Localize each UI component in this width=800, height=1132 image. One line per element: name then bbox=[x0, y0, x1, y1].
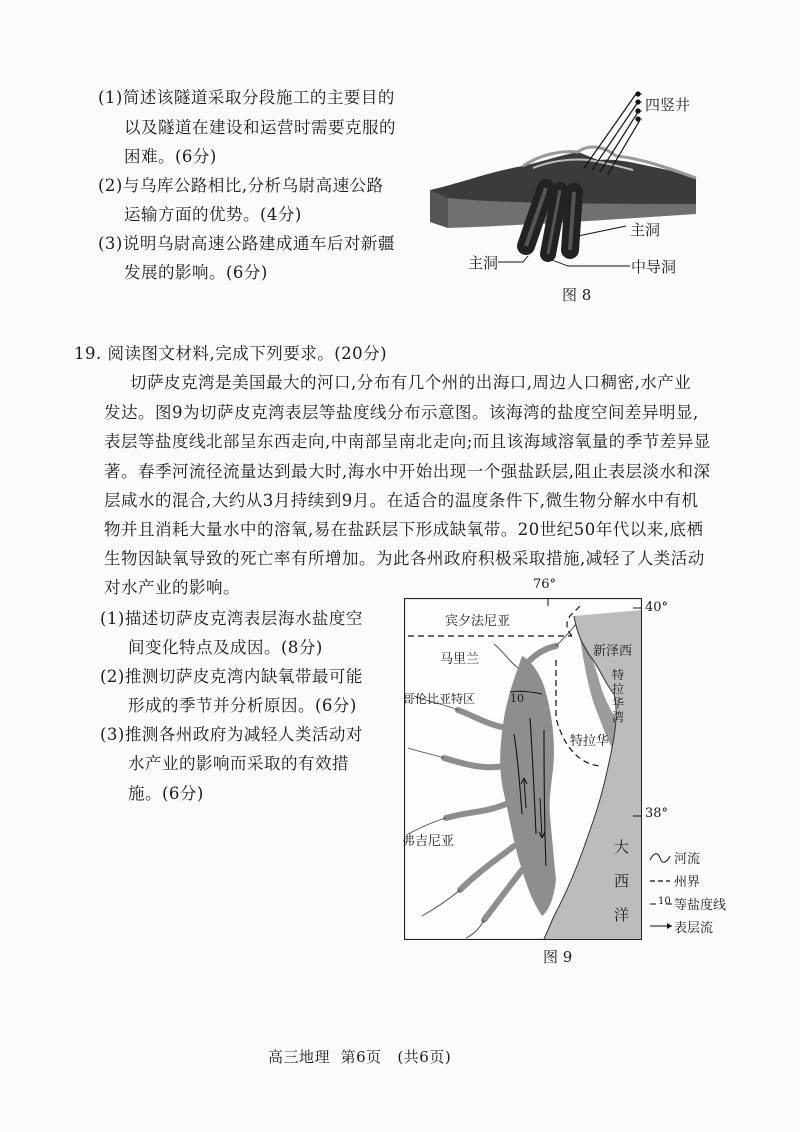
q19-paragraph-line-7: 生物因缺氧导致的死亡率有所增加。为此各州政府积极采取措施,减轻了人类活动 bbox=[104, 549, 705, 568]
legend-isohaline-value: 10 bbox=[658, 896, 671, 907]
label-dc: 哥伦比亚特区 bbox=[403, 692, 476, 706]
longitude-76: 76° bbox=[533, 577, 557, 592]
q19-question-2-line-1: (2)推测切萨皮克湾内缺氧带最可能 bbox=[100, 667, 363, 686]
q19-paragraph-line-1: 切萨皮克湾是美国最大的河口,分布有几个州的出海口,周边人口稠密,水产业 bbox=[130, 373, 692, 392]
legend-border-label: 州界 bbox=[674, 875, 701, 890]
q19-title: 19. 阅读图文材料,完成下列要求。(20分) bbox=[74, 344, 388, 363]
label-four-shafts: 四竖井 bbox=[645, 96, 691, 114]
figure-8-caption: 图 8 bbox=[562, 286, 592, 304]
label-delaware: 特拉华 bbox=[570, 734, 610, 749]
footer bbox=[268, 1046, 451, 1068]
legend-isohaline-label: 等盐度线 bbox=[674, 898, 727, 913]
q19-question-3-line-2: 水产业的影响而采取的有效措 bbox=[128, 754, 349, 773]
q18-item-2-line-1: (2)与乌库公路相比,分析乌尉高速公路 bbox=[98, 176, 384, 195]
figure-9-caption: 图 9 bbox=[543, 948, 573, 966]
footer-total: (共6页) bbox=[397, 1048, 452, 1066]
q19-question-3-line-1: (3)推测各州政府为减轻人类活动对 bbox=[100, 725, 363, 744]
q19-question-3-line-3: 施。(6分) bbox=[128, 784, 204, 803]
q18-item-1-line-3: 困难。(6分) bbox=[124, 147, 217, 166]
label-main-tunnel-right: 主洞 bbox=[630, 221, 661, 239]
q18-item-3-line-1: (3)说明乌尉高速公路建成通车后对新疆 bbox=[98, 234, 395, 253]
legend-symbols bbox=[648, 846, 674, 936]
label-guide-tunnel: 中导洞 bbox=[631, 258, 677, 276]
q19-paragraph-line-5: 层咸水的混合,大约从3月持续到9月。在适合的温度条件下,微生物分解水中有机 bbox=[104, 491, 699, 510]
label-main-tunnel-left: 主洞 bbox=[468, 254, 499, 272]
shaft-leader-lines bbox=[638, 94, 642, 119]
q19-question-1-line-1: (1)描述切萨皮克湾表层海水盐度空 bbox=[100, 609, 363, 628]
shaft-dots bbox=[635, 91, 640, 121]
q18-item-1-line-1: (1)简述该隧道采取分段施工的主要目的 bbox=[98, 88, 395, 107]
latitude-38: 38° bbox=[645, 806, 669, 821]
latitude-40: 40° bbox=[645, 600, 669, 615]
q19-paragraph-line-2: 发达。图9为切萨皮克湾表层等盐度线分布示意图。该海湾的盐度空间差异明显, bbox=[104, 403, 699, 422]
label-maryland: 马里兰 bbox=[440, 652, 480, 667]
q19-paragraph-line-8: 对水产业的影响。 bbox=[104, 578, 240, 597]
label-atlantic-ocean: 大西洋 bbox=[614, 838, 630, 924]
q18-item-1-line-2: 以及隧道在建设和运营时需要克服的 bbox=[124, 118, 396, 137]
q19-paragraph-line-4: 著。春季河流径流量达到最大时,海水中开始出现一个强盐跃层,阻止表层淡水和深 bbox=[104, 462, 711, 481]
label-delaware-bay: 特拉华湾 bbox=[612, 668, 625, 724]
label-pennsylvania: 宾夕法尼亚 bbox=[445, 614, 511, 629]
footer-subject: 高三地理 bbox=[268, 1048, 331, 1066]
footer-page: 第6页 bbox=[340, 1048, 382, 1066]
isohaline-value: 10 bbox=[510, 692, 524, 705]
map-legend bbox=[648, 846, 758, 936]
q19-paragraph-line-3: 表层等盐度线北部呈东西走向,中南部呈南北走向;而且该海域溶氧量的季节差异显 bbox=[104, 432, 711, 451]
q18-item-3-line-2: 发展的影响。(6分) bbox=[124, 263, 268, 282]
tunnel-tubes bbox=[526, 188, 574, 254]
q18-item-2-line-2: 运输方面的优势。(4分) bbox=[124, 205, 302, 224]
q19-question-1-line-2: 间变化特点及成因。(8分) bbox=[128, 638, 323, 657]
legend-current-label: 表层流 bbox=[674, 921, 714, 936]
q19-question-2-line-2: 形成的季节并分析原因。(6分) bbox=[128, 696, 357, 715]
q19-paragraph-line-6: 物并且消耗大量水中的溶氧,易在盐跃层下形成缺氧带。20世纪50年代以来,底栖 bbox=[104, 520, 704, 539]
legend-river-symbol bbox=[650, 854, 670, 863]
legend-current-arrowhead bbox=[667, 923, 672, 929]
legend-river-label: 河流 bbox=[674, 852, 701, 867]
label-virginia: 弗吉尼亚 bbox=[402, 834, 455, 849]
label-new-jersey: 新泽西 bbox=[593, 644, 633, 659]
